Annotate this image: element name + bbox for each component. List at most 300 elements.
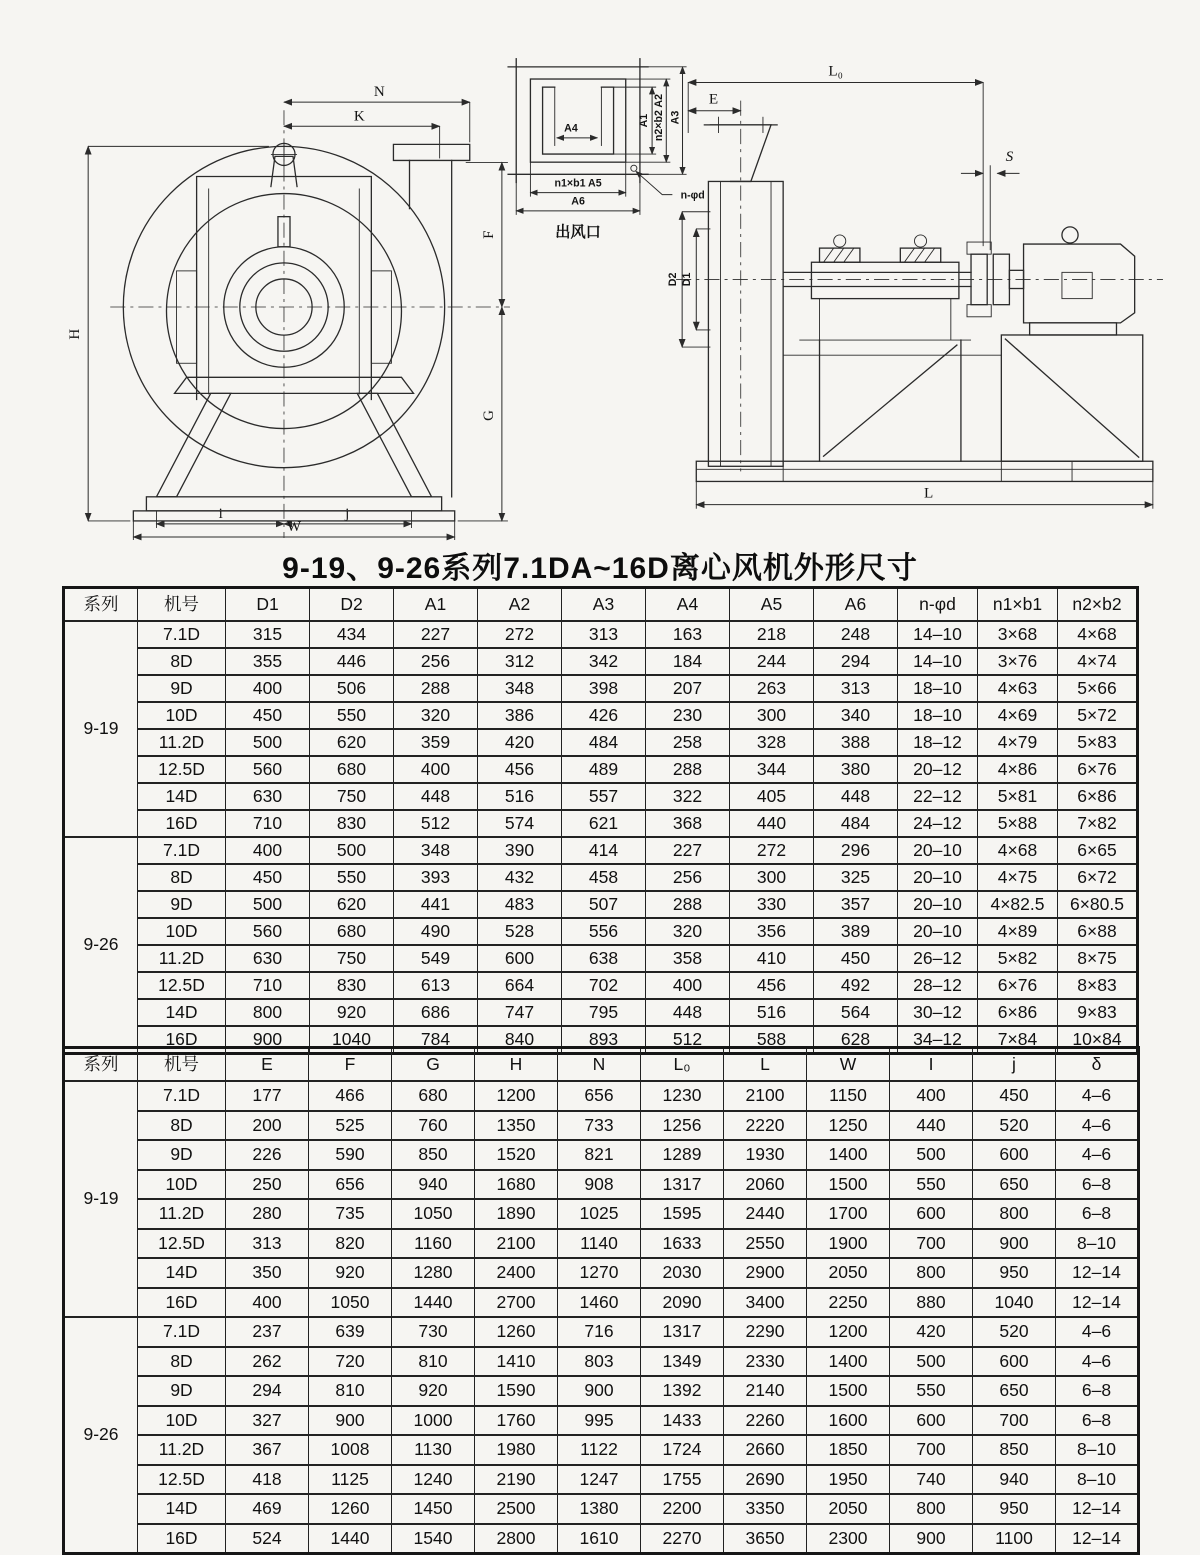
table-row: [64, 1406, 1139, 1436]
value-cell: 226: [226, 1140, 309, 1170]
value-cell: 1000: [392, 1406, 475, 1436]
value-cell: 2500: [475, 1494, 558, 1524]
column-header: I: [890, 1048, 973, 1082]
value-cell: 1400: [807, 1140, 890, 1170]
dim-label-f: F: [480, 230, 497, 239]
table-row: [64, 729, 1138, 756]
value-cell: 750: [310, 783, 394, 810]
value-cell: 400: [646, 972, 730, 999]
value-cell: 398: [562, 675, 646, 702]
value-cell: 556: [562, 918, 646, 945]
value-cell: 735: [309, 1199, 392, 1229]
value-cell: 590: [309, 1140, 392, 1170]
table-row: [64, 675, 1138, 702]
value-cell: 500: [890, 1347, 973, 1377]
value-cell: 9×83: [1058, 999, 1138, 1026]
column-header: D2: [310, 588, 394, 622]
value-cell: 3350: [724, 1494, 807, 1524]
value-cell: 1260: [309, 1494, 392, 1524]
value-cell: 1150: [807, 1081, 890, 1111]
value-cell: 1200: [807, 1317, 890, 1347]
value-cell: 1230: [641, 1081, 724, 1111]
value-cell: 995: [558, 1406, 641, 1436]
value-cell: 2400: [475, 1258, 558, 1288]
value-cell: 325: [814, 864, 898, 891]
page-title: 9-19、9-26系列7.1DA~16D离心风机外形尺寸: [282, 552, 918, 585]
value-cell: 327: [226, 1406, 309, 1436]
value-cell: 1130: [392, 1435, 475, 1465]
value-cell: 320: [646, 918, 730, 945]
value-cell: 2100: [475, 1229, 558, 1259]
column-header: L₀: [641, 1048, 724, 1082]
value-cell: 1050: [309, 1288, 392, 1318]
column-header: A2: [478, 588, 562, 622]
value-cell: 3×76: [978, 648, 1058, 675]
value-cell: 2050: [807, 1494, 890, 1524]
value-cell: 2270: [641, 1524, 724, 1554]
value-cell: 400: [226, 1288, 309, 1318]
value-cell: 1600: [807, 1406, 890, 1436]
series-cell: 9-26: [64, 1317, 138, 1554]
value-cell: 380: [814, 756, 898, 783]
value-cell: 456: [730, 972, 814, 999]
value-cell: 1755: [641, 1465, 724, 1495]
value-cell: 1125: [309, 1465, 392, 1495]
value-cell: 1380: [558, 1494, 641, 1524]
table-row: [64, 1140, 1139, 1170]
model-cell: 10D: [138, 1170, 226, 1200]
value-cell: 440: [730, 810, 814, 837]
value-cell: 549: [394, 945, 478, 972]
value-cell: 8–10: [1056, 1435, 1139, 1465]
model-cell: 8D: [138, 1347, 226, 1377]
value-cell: 1200: [475, 1081, 558, 1111]
value-cell: 550: [890, 1170, 973, 1200]
model-cell: 14D: [138, 1258, 226, 1288]
value-cell: 950: [973, 1258, 1056, 1288]
model-cell: 11.2D: [138, 945, 226, 972]
value-cell: 315: [226, 621, 310, 648]
value-cell: 12–14: [1056, 1258, 1139, 1288]
value-cell: 810: [392, 1347, 475, 1377]
series-cell: 9-26: [64, 837, 138, 1054]
value-cell: 1440: [392, 1288, 475, 1318]
model-cell: 10D: [138, 702, 226, 729]
value-cell: 920: [309, 1258, 392, 1288]
value-cell: 8×83: [1058, 972, 1138, 999]
value-cell: 1100: [973, 1524, 1056, 1554]
value-cell: 313: [814, 675, 898, 702]
model-cell: 14D: [138, 783, 226, 810]
value-cell: 389: [814, 918, 898, 945]
dim-label-h: H: [67, 328, 84, 340]
value-cell: 950: [973, 1494, 1056, 1524]
value-cell: 6×80.5: [1058, 891, 1138, 918]
value-cell: 520: [973, 1111, 1056, 1141]
value-cell: 600: [478, 945, 562, 972]
value-cell: 256: [394, 648, 478, 675]
model-cell: 9D: [138, 675, 226, 702]
dim-label-l0: L₀: [828, 62, 843, 80]
value-cell: 720: [309, 1347, 392, 1377]
value-cell: 450: [814, 945, 898, 972]
value-cell: 1500: [807, 1170, 890, 1200]
value-cell: 6×72: [1058, 864, 1138, 891]
value-cell: 574: [478, 810, 562, 837]
value-cell: 700: [973, 1406, 1056, 1436]
value-cell: 900: [309, 1406, 392, 1436]
value-cell: 880: [890, 1288, 973, 1318]
value-cell: 300: [730, 864, 814, 891]
column-header: A5: [730, 588, 814, 622]
value-cell: 414: [562, 837, 646, 864]
value-cell: 520: [973, 1317, 1056, 1347]
value-cell: 1680: [475, 1170, 558, 1200]
value-cell: 2090: [641, 1288, 724, 1318]
value-cell: 686: [394, 999, 478, 1026]
value-cell: 700: [890, 1435, 973, 1465]
value-cell: 348: [478, 675, 562, 702]
value-cell: 14–10: [898, 621, 978, 648]
value-cell: 20–10: [898, 918, 978, 945]
value-cell: 560: [226, 918, 310, 945]
dim-label-n: N: [373, 84, 385, 101]
value-cell: 1633: [641, 1229, 724, 1259]
value-cell: 469: [226, 1494, 309, 1524]
value-cell: 288: [394, 675, 478, 702]
column-header: 机号: [138, 588, 226, 622]
table-row: [64, 1376, 1139, 1406]
value-cell: 8–10: [1056, 1465, 1139, 1495]
value-cell: 940: [973, 1465, 1056, 1495]
value-cell: 920: [310, 999, 394, 1026]
value-cell: 1460: [558, 1288, 641, 1318]
value-cell: 256: [646, 864, 730, 891]
value-cell: 893: [562, 1026, 646, 1054]
value-cell: 1595: [641, 1199, 724, 1229]
series-cell: 9-19: [64, 621, 138, 837]
value-cell: 500: [310, 837, 394, 864]
model-cell: 9D: [138, 1140, 226, 1170]
value-cell: 2220: [724, 1111, 807, 1141]
value-cell: 1317: [641, 1170, 724, 1200]
dim-label-a3: A3: [669, 110, 682, 125]
value-cell: 613: [394, 972, 478, 999]
value-cell: 1270: [558, 1258, 641, 1288]
value-cell: 6×86: [1058, 783, 1138, 810]
value-cell: 1590: [475, 1376, 558, 1406]
column-header: δ: [1056, 1048, 1139, 1082]
value-cell: 344: [730, 756, 814, 783]
value-cell: 784: [394, 1026, 478, 1054]
model-cell: 12.5D: [138, 1229, 226, 1259]
header-row: [64, 588, 1138, 622]
value-cell: 6×76: [978, 972, 1058, 999]
value-cell: 262: [226, 1347, 309, 1377]
value-cell: 358: [646, 945, 730, 972]
value-cell: 18–10: [898, 702, 978, 729]
value-cell: 920: [392, 1376, 475, 1406]
value-cell: 6×65: [1058, 837, 1138, 864]
value-cell: 600: [890, 1199, 973, 1229]
column-header: E: [226, 1048, 309, 1082]
value-cell: 448: [814, 783, 898, 810]
value-cell: 1256: [641, 1111, 724, 1141]
value-cell: 8×75: [1058, 945, 1138, 972]
value-cell: 1540: [392, 1524, 475, 1554]
value-cell: 26–12: [898, 945, 978, 972]
value-cell: 1317: [641, 1317, 724, 1347]
table-row: [64, 1288, 1139, 1318]
table-row: [64, 1347, 1139, 1377]
value-cell: 2260: [724, 1406, 807, 1436]
model-cell: 11.2D: [138, 1435, 226, 1465]
model-cell: 12.5D: [138, 972, 226, 999]
dimensions-table-1: [62, 586, 1139, 1055]
value-cell: 446: [310, 648, 394, 675]
model-cell: 8D: [138, 648, 226, 675]
dim-label-s: S: [1005, 148, 1014, 166]
value-cell: 4×82.5: [978, 891, 1058, 918]
value-cell: 557: [562, 783, 646, 810]
dim-label-j: j: [345, 505, 350, 522]
value-cell: 388: [814, 729, 898, 756]
value-cell: 4–6: [1056, 1111, 1139, 1141]
value-cell: 4×89: [978, 918, 1058, 945]
dim-label-g: G: [480, 410, 497, 421]
value-cell: 2900: [724, 1258, 807, 1288]
value-cell: 288: [646, 756, 730, 783]
value-cell: 386: [478, 702, 562, 729]
value-cell: 12–14: [1056, 1524, 1139, 1554]
value-cell: 440: [890, 1111, 973, 1141]
value-cell: 5×88: [978, 810, 1058, 837]
value-cell: 450: [973, 1081, 1056, 1111]
outlet-caption: 出风口: [555, 224, 601, 242]
value-cell: 6×88: [1058, 918, 1138, 945]
value-cell: 564: [814, 999, 898, 1026]
value-cell: 448: [394, 783, 478, 810]
model-cell: 7.1D: [138, 1317, 226, 1347]
header-row: [64, 1048, 1139, 1082]
value-cell: 2550: [724, 1229, 807, 1259]
value-cell: 630: [226, 945, 310, 972]
value-cell: 7×82: [1058, 810, 1138, 837]
value-cell: 184: [646, 648, 730, 675]
value-cell: 6×76: [1058, 756, 1138, 783]
value-cell: 680: [310, 918, 394, 945]
value-cell: 900: [226, 1026, 310, 1054]
value-cell: 5×81: [978, 783, 1058, 810]
value-cell: 700: [890, 1229, 973, 1259]
model-cell: 14D: [138, 999, 226, 1026]
column-header: L: [724, 1048, 807, 1082]
value-cell: 620: [310, 729, 394, 756]
model-cell: 10D: [138, 1406, 226, 1436]
value-cell: 600: [973, 1140, 1056, 1170]
value-cell: 2700: [475, 1288, 558, 1318]
column-header: A6: [814, 588, 898, 622]
value-cell: 1250: [807, 1111, 890, 1141]
value-cell: 1890: [475, 1199, 558, 1229]
value-cell: 500: [226, 729, 310, 756]
value-cell: 1980: [475, 1435, 558, 1465]
value-cell: 5×66: [1058, 675, 1138, 702]
value-cell: 322: [646, 783, 730, 810]
column-header: n1×b1: [978, 588, 1058, 622]
value-cell: 600: [890, 1406, 973, 1436]
model-cell: 8D: [138, 864, 226, 891]
column-header: 系列: [64, 1048, 138, 1082]
value-cell: 492: [814, 972, 898, 999]
table-row: [64, 837, 1138, 864]
value-cell: 3400: [724, 1288, 807, 1318]
value-cell: 258: [646, 729, 730, 756]
dim-label-nphid: n-φd: [680, 189, 705, 202]
value-cell: 312: [478, 648, 562, 675]
model-cell: 9D: [138, 891, 226, 918]
value-cell: 30–12: [898, 999, 978, 1026]
value-cell: 656: [558, 1081, 641, 1111]
dim-label-l: L: [923, 484, 934, 502]
value-cell: 656: [309, 1170, 392, 1200]
column-header: n2×b2: [1058, 588, 1138, 622]
table-row: [64, 1494, 1139, 1524]
value-cell: 702: [562, 972, 646, 999]
value-cell: 20–12: [898, 756, 978, 783]
value-cell: 1520: [475, 1140, 558, 1170]
value-cell: 313: [226, 1229, 309, 1259]
value-cell: 1610: [558, 1524, 641, 1554]
value-cell: 418: [226, 1465, 309, 1495]
dim-label-a4: A4: [564, 122, 578, 135]
value-cell: 1950: [807, 1465, 890, 1495]
value-cell: 680: [392, 1081, 475, 1111]
model-cell: 14D: [138, 1494, 226, 1524]
value-cell: 821: [558, 1140, 641, 1170]
value-cell: 2300: [807, 1524, 890, 1554]
model-cell: 7.1D: [138, 621, 226, 648]
value-cell: 516: [478, 783, 562, 810]
value-cell: 500: [890, 1140, 973, 1170]
value-cell: 1433: [641, 1406, 724, 1436]
value-cell: 22–12: [898, 783, 978, 810]
value-cell: 600: [973, 1347, 1056, 1377]
table-row: [64, 1317, 1139, 1347]
value-cell: 248: [814, 621, 898, 648]
value-cell: 450: [226, 702, 310, 729]
table-row: [64, 621, 1138, 648]
value-cell: 420: [890, 1317, 973, 1347]
value-cell: 850: [392, 1140, 475, 1170]
model-cell: 16D: [138, 1288, 226, 1318]
value-cell: 512: [394, 810, 478, 837]
value-cell: 1440: [309, 1524, 392, 1554]
model-cell: 16D: [138, 810, 226, 837]
value-cell: 420: [478, 729, 562, 756]
value-cell: 1025: [558, 1199, 641, 1229]
table-row: [64, 810, 1138, 837]
value-cell: 272: [478, 621, 562, 648]
dim-label-a6: A6: [571, 195, 585, 208]
value-cell: 730: [392, 1317, 475, 1347]
value-cell: 6×86: [978, 999, 1058, 1026]
value-cell: 2250: [807, 1288, 890, 1318]
table-row: [64, 1081, 1139, 1111]
value-cell: 484: [814, 810, 898, 837]
model-cell: 11.2D: [138, 729, 226, 756]
value-cell: 1500: [807, 1376, 890, 1406]
value-cell: 1040: [973, 1288, 1056, 1318]
value-cell: 740: [890, 1465, 973, 1495]
value-cell: 250: [226, 1170, 309, 1200]
value-cell: 1450: [392, 1494, 475, 1524]
value-cell: 288: [646, 891, 730, 918]
value-cell: 10×84: [1058, 1026, 1138, 1054]
value-cell: 1160: [392, 1229, 475, 1259]
column-header: H: [475, 1048, 558, 1082]
value-cell: 900: [973, 1229, 1056, 1259]
value-cell: 830: [310, 810, 394, 837]
value-cell: 330: [730, 891, 814, 918]
dim-label-n2b2-a2: n2×b2 A2: [653, 93, 666, 142]
value-cell: 237: [226, 1317, 309, 1347]
model-cell: 9D: [138, 1376, 226, 1406]
value-cell: 400: [394, 756, 478, 783]
value-cell: 466: [309, 1081, 392, 1111]
dim-label-w: W: [286, 518, 302, 535]
value-cell: 710: [226, 810, 310, 837]
value-cell: 760: [392, 1111, 475, 1141]
table-row: [64, 648, 1138, 675]
value-cell: 400: [226, 837, 310, 864]
model-cell: 7.1D: [138, 1081, 226, 1111]
value-cell: 588: [730, 1026, 814, 1054]
value-cell: 200: [226, 1111, 309, 1141]
value-cell: 1410: [475, 1347, 558, 1377]
value-cell: 1700: [807, 1199, 890, 1229]
value-cell: 528: [478, 918, 562, 945]
value-cell: 900: [558, 1376, 641, 1406]
value-cell: 18–10: [898, 675, 978, 702]
value-cell: 8–10: [1056, 1229, 1139, 1259]
value-cell: 2440: [724, 1199, 807, 1229]
value-cell: 280: [226, 1199, 309, 1229]
value-cell: 348: [394, 837, 478, 864]
value-cell: 908: [558, 1170, 641, 1200]
value-cell: 507: [562, 891, 646, 918]
value-cell: 458: [562, 864, 646, 891]
value-cell: 524: [226, 1524, 309, 1554]
value-cell: 393: [394, 864, 478, 891]
value-cell: 450: [226, 864, 310, 891]
value-cell: 34–12: [898, 1026, 978, 1054]
table-row: [64, 918, 1138, 945]
value-cell: 20–10: [898, 837, 978, 864]
value-cell: 803: [558, 1347, 641, 1377]
value-cell: 747: [478, 999, 562, 1026]
model-cell: 12.5D: [138, 756, 226, 783]
value-cell: 800: [890, 1494, 973, 1524]
value-cell: 1040: [310, 1026, 394, 1054]
value-cell: 3650: [724, 1524, 807, 1554]
value-cell: 710: [226, 972, 310, 999]
value-cell: 4×68: [1058, 621, 1138, 648]
table-row: [64, 1465, 1139, 1495]
value-cell: 5×82: [978, 945, 1058, 972]
value-cell: 328: [730, 729, 814, 756]
table-row: [64, 1258, 1139, 1288]
